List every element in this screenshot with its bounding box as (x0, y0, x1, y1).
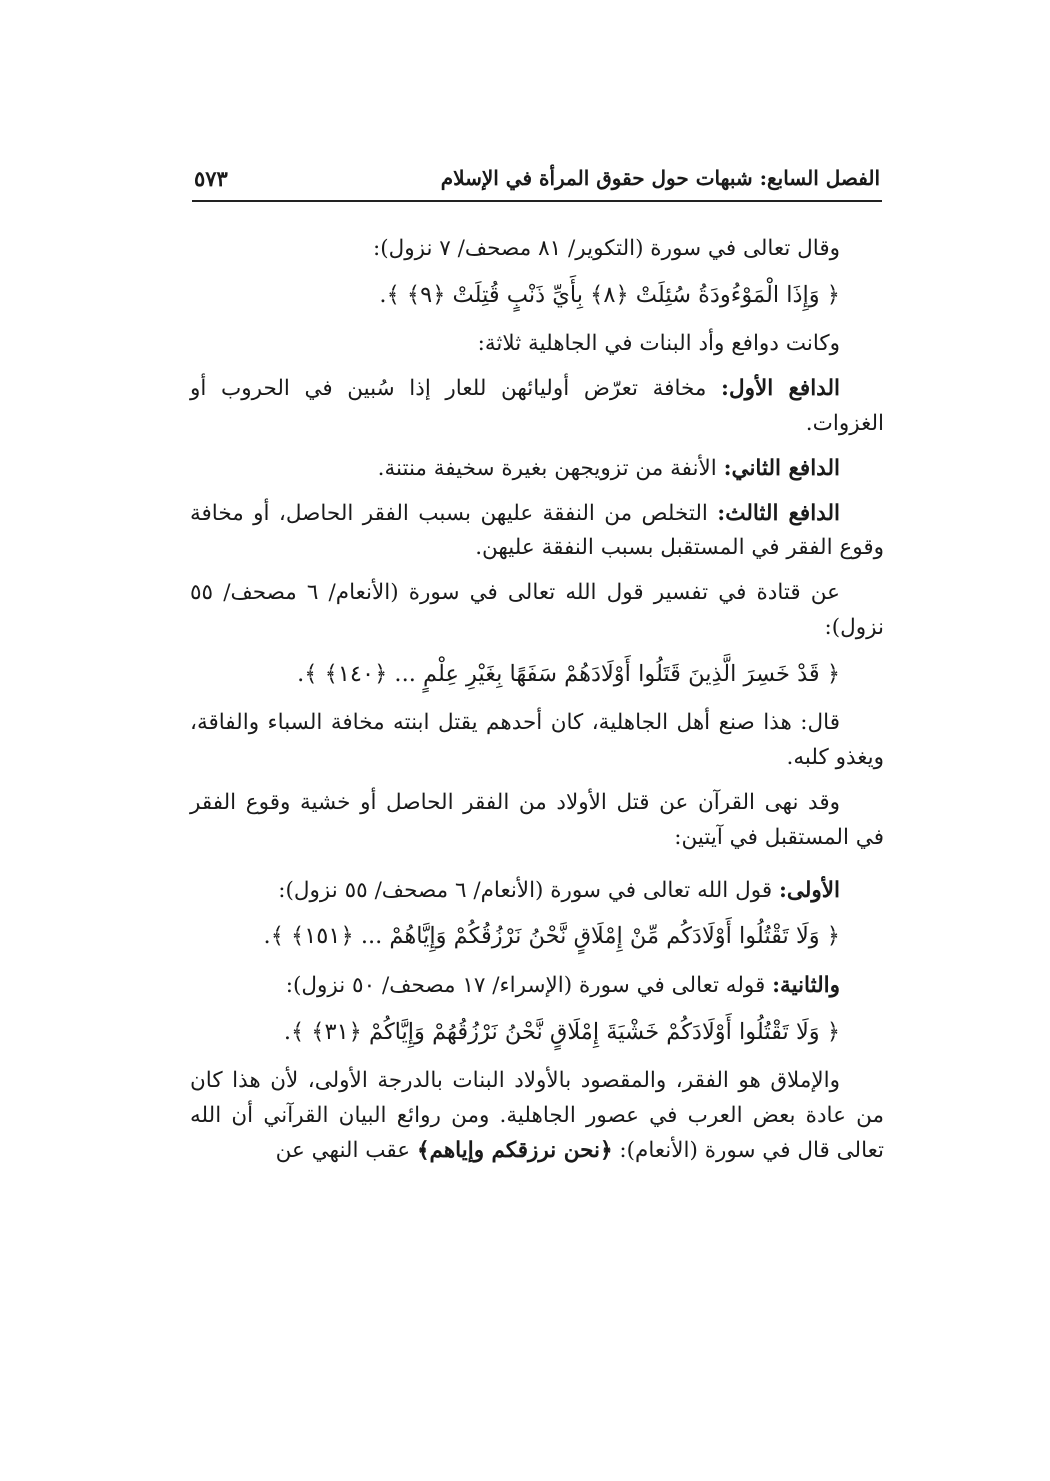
quran-verse: ﴿ وَلَا تَقْتُلُوا أَوْلَادَكُم مِّنْ إِمْلَاقٍ نَّحْنُ نَرْزُقُكُمْ وَإِيَّاهُمْ ... ﴿١٥١﴾ ﴾. (263, 923, 840, 950)
verse-intro-label: والثانية: (772, 972, 840, 998)
motive-text: التخلص من النفقة عليهن بسبب الفقر الحاصل، أو مخافة وقوع الفقر في المستقبل بسبب النفقة عليهن. (190, 500, 884, 561)
motive-label: الدافع الأول: (721, 376, 840, 402)
page-header (192, 166, 882, 202)
motive-text: الأنفة من تزويجهن بغيرة سخيفة منتنة. (377, 455, 724, 481)
motive-text: مخافة تعرّض أوليائهن للعار إذا سُبين في الحروب أو الغزوات. (190, 376, 884, 436)
page-number: ٥٧٣ (194, 166, 228, 191)
verse-intro-first (190, 874, 884, 909)
inline-quote: ﴿نحن نرزقكم وإياهم﴾ (416, 1137, 613, 1163)
running-title: الفصل السابع: شبهات حول حقوق المرأة في الإسلام (440, 166, 880, 190)
paragraph: قال: هذا صنع أهل الجاهلية، كان أحدهم يقتل ابنته مخافة السباء والفاقة، ويغذو كلبه. (190, 710, 884, 771)
page-body (190, 232, 884, 1179)
paragraph: وكانت دوافع وأد البنات في الجاهلية ثلاثة: (477, 331, 840, 357)
paragraph: وقد نهى القرآن عن قتل الأولاد من الفقر الحاصل أو خشية وقوع الفقر في المستقبل في آيتين: (190, 789, 884, 850)
motive-label: الدافع الثاني: (723, 455, 840, 481)
motive-first (190, 372, 884, 442)
quran-verse: ﴿ قَدْ خَسِرَ الَّذِينَ قَتَلُوا أَوْلَادَهُمْ سَفَهًا بِغَيْرِ عِلْمٍ ... ﴿١٤٠﴾ ﴾. (297, 660, 840, 687)
paragraph-final (190, 1064, 884, 1168)
motive-third (190, 497, 884, 567)
quran-verse: ﴿ وَإِذَا الْمَوْءُودَةُ سُئِلَتْ ﴿٨﴾ بِأَيِّ ذَنْبٍ قُتِلَتْ ﴿٩﴾ ﴾. (379, 281, 840, 308)
motive-label: الدافع الثالث: (717, 500, 840, 526)
verse-intro-second (190, 969, 884, 1004)
paragraph: عن قتادة في تفسير قول الله تعالى في سورة (الأنعام/ ٦ مصحف/ ٥٥ نزول): (190, 580, 884, 641)
paragraph-text: عقب النهي عن (275, 1137, 417, 1163)
motive-second (190, 452, 884, 487)
paragraph-text: والإملاق هو الفقر، والمقصود بالأولاد البنات بالدرجة الأولى، لأن هذا كان من عادة بعض العرب في عصور الجاهلية. ومن روائع البيان القرآني أن الله تعالى قال في سورة (الأنعام): (190, 1068, 884, 1163)
quran-verse: ﴿ وَلَا تَقْتُلُوا أَوْلَادَكُمْ خَشْيَةَ إِمْلَاقٍ نَّحْنُ نَرْزُقُهُمْ وَإِيَّاكُمْ ﴿٣١﴾ ﴾. (283, 1018, 840, 1045)
paragraph: وقال تعالى في سورة (التكوير/ ٨١ مصحف/ ٧ نزول): (372, 236, 840, 261)
verse-intro-text: قول الله تعالى في سورة (الأنعام/ ٦ مصحف/ ٥٥ نزول): (278, 877, 779, 903)
verse-intro-text: قوله تعالى في سورة (الإسراء/ ١٧ مصحف/ ٥٠ نزول): (285, 972, 773, 998)
verse-intro-label: الأولى: (778, 877, 840, 903)
